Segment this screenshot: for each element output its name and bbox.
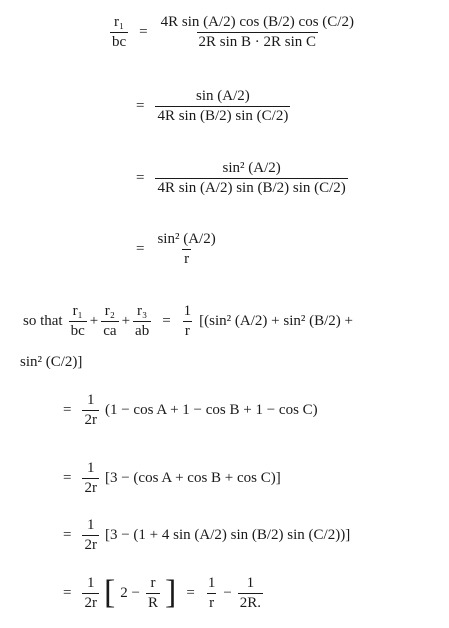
denominator: 2R. bbox=[239, 594, 262, 611]
denominator: 4R sin (B/2) sin (C/2) bbox=[157, 107, 289, 124]
minus-sign: − bbox=[223, 584, 232, 601]
sum-expression: [(sin² (A/2) + sin² (B/2) + bbox=[199, 312, 353, 329]
numerator: sin (A/2) bbox=[196, 88, 250, 104]
fraction-r-R bbox=[146, 575, 160, 611]
plus-sign: + bbox=[121, 312, 131, 329]
fraction-1-2r bbox=[82, 460, 99, 496]
so-that-text: so that bbox=[23, 312, 63, 329]
numerator: 1 bbox=[207, 575, 216, 591]
expression: [3 − (1 + 4 sin (A/2) sin (B/2) sin (C/2))] bbox=[104, 526, 351, 543]
denominator: 4R sin (A/2) sin (B/2) sin (C/2) bbox=[157, 179, 346, 196]
equation-line-6 bbox=[20, 354, 82, 371]
equals-sign: = bbox=[136, 97, 145, 114]
fraction bbox=[155, 160, 347, 196]
denominator: R bbox=[148, 594, 159, 611]
equals-sign: = bbox=[136, 169, 145, 186]
equation-line-10 bbox=[55, 575, 266, 611]
equation-line-7 bbox=[55, 392, 321, 428]
equals-sign: = bbox=[139, 23, 148, 40]
equation-line-5 bbox=[20, 303, 356, 339]
fraction-1-2r bbox=[82, 575, 99, 611]
denominator: 2r bbox=[84, 411, 97, 428]
equals-sign: = bbox=[186, 584, 195, 601]
equation-line-1 bbox=[107, 14, 359, 50]
left-bracket: [ bbox=[103, 574, 116, 611]
right-bracket: ] bbox=[165, 574, 177, 611]
numerator: 1 bbox=[86, 517, 95, 533]
denominator: 2r bbox=[84, 536, 97, 553]
numerator: sin² (A/2) bbox=[157, 231, 216, 247]
numerator: r₃ bbox=[137, 303, 148, 319]
equals-sign: = bbox=[63, 584, 72, 601]
numerator: 1 bbox=[86, 460, 95, 476]
denominator: 2r bbox=[84, 594, 97, 611]
expression: [3 − (cos A + cos B + cos C)] bbox=[104, 469, 281, 486]
denominator: 2r bbox=[84, 479, 97, 496]
denominator: ca bbox=[103, 322, 117, 339]
numerator: r₂ bbox=[104, 303, 116, 319]
two-minus: 2 − bbox=[120, 584, 141, 601]
equals-sign: = bbox=[63, 469, 72, 486]
numerator: 1 bbox=[183, 303, 192, 319]
fraction-r1-bc bbox=[69, 303, 87, 339]
equals-sign: = bbox=[63, 401, 72, 418]
numerator: 4R sin (A/2) cos (B/2) cos (C/2) bbox=[160, 14, 354, 30]
continued-expression: sin² (C/2)] bbox=[20, 354, 83, 370]
fraction-1-2r bbox=[82, 517, 99, 553]
denominator: r bbox=[209, 594, 215, 611]
denominator: 2R sin B · 2R sin C bbox=[198, 33, 317, 50]
numerator: r₁ bbox=[113, 14, 125, 30]
fraction-lhs bbox=[110, 14, 128, 50]
fraction-rhs bbox=[159, 14, 356, 50]
equation-line-4 bbox=[128, 231, 221, 267]
fraction-1-r bbox=[206, 575, 218, 611]
denominator: r bbox=[184, 250, 190, 267]
equation-line-9 bbox=[55, 517, 353, 553]
fraction bbox=[155, 231, 217, 267]
denominator: ab bbox=[135, 322, 150, 339]
equals-sign: = bbox=[162, 312, 171, 329]
numerator: r bbox=[150, 575, 156, 591]
denominator: bc bbox=[112, 33, 127, 50]
equals-sign: = bbox=[63, 526, 72, 543]
expression: (1 − cos A + 1 − cos B + 1 − cos C) bbox=[104, 401, 318, 418]
fraction-1-2R bbox=[238, 575, 263, 611]
numerator: r₁ bbox=[72, 303, 83, 319]
fraction-r3-ab bbox=[133, 303, 151, 339]
fraction-r2-ca bbox=[101, 303, 118, 339]
numerator: sin² (A/2) bbox=[222, 160, 281, 176]
denominator: r bbox=[184, 322, 190, 339]
numerator: 1 bbox=[246, 575, 255, 591]
fraction-1-2r bbox=[82, 392, 99, 428]
equation-line-3 bbox=[128, 160, 351, 196]
equation-line-2 bbox=[128, 88, 293, 124]
fraction-1-r bbox=[182, 303, 194, 339]
numerator: 1 bbox=[86, 392, 95, 408]
plus-sign: + bbox=[89, 312, 99, 329]
equals-sign: = bbox=[136, 240, 145, 257]
fraction bbox=[155, 88, 290, 124]
equation-line-8 bbox=[55, 460, 284, 496]
denominator: bc bbox=[70, 322, 85, 339]
numerator: 1 bbox=[86, 575, 95, 591]
